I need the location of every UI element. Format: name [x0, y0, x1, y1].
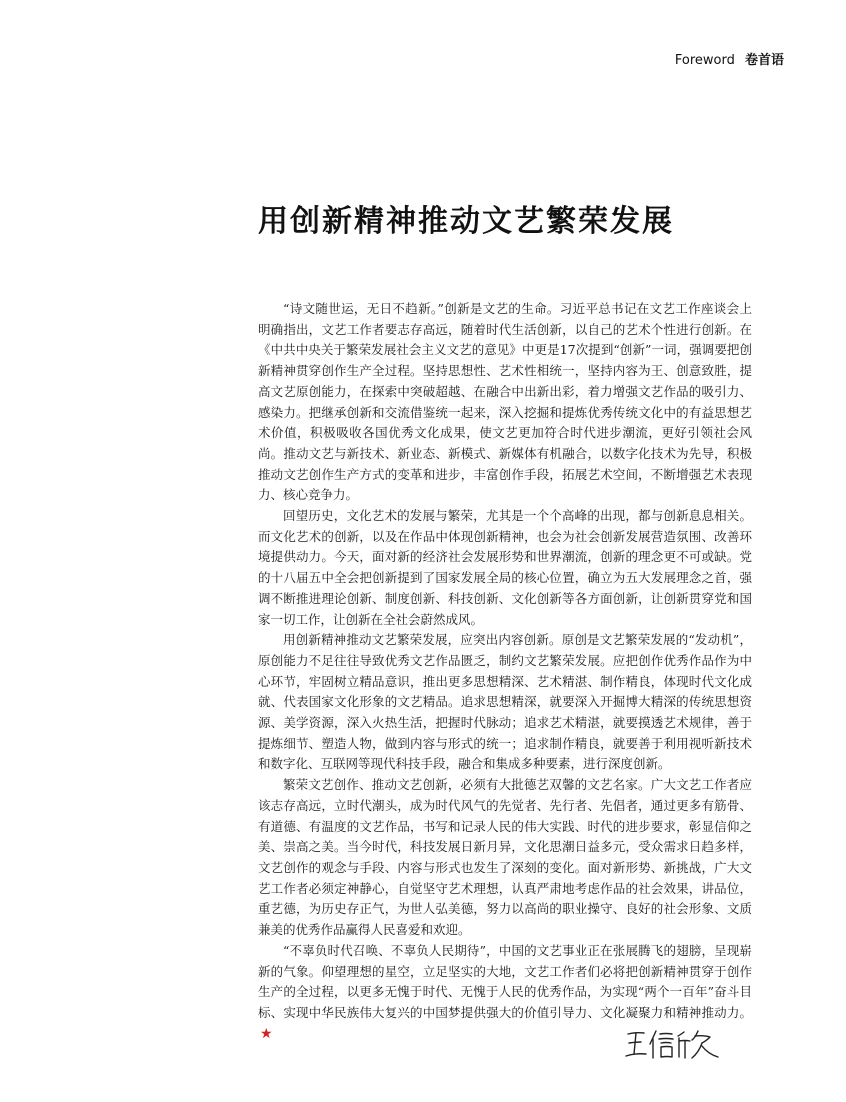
paragraph-text: “不辜负时代召唤、不辜负人民期待”，中国的文艺事业正在张展腾飞的翅膀，呈现崭新的气象。仰望理想的星空，立足坚实的大地，文艺工作者们必将把创新精神贯穿于创作生产的全过程，以更多无愧于时代、无愧于人民的优秀作品，为实现“两个一百年”奋斗目标、实现中华民族伟大复兴的中国梦提供强大的价值引导力、文化凝聚力和精神推动力。 [258, 942, 752, 1020]
page-header [675, 49, 784, 68]
paragraph: 回望历史，文化艺术的发展与繁荣，尤其是一个个高峰的出现，都与创新息息相关。而文化艺术的创新，以及在作品中体现创新精神，也会为社会创新发展营造氛围、改善环境提供动力。今天，面对新的经济社会发展形势和世界潮流，创新的理念更不可或缺。党的十八届五中全会把创新提到了国家发展全局的核心位置，确立为五大发展理念之首，强调不断推进理论创新、制度创新、科技创新、文化创新等各方面创新，让创新贯穿党和国家一切工作，让创新在全社会蔚然成风。 [258, 508, 752, 627]
paragraph: 用创新精神推动文艺繁荣发展，应突出内容创新。原创是文艺繁荣发展的“发动机”，原创能力不足往往导致优秀文艺作品匮乏，制约文艺繁荣发展。应把创作优秀作品作为中心环节，牢固树立精品意识，推出更多思想精深、艺术精湛、制作精良，体现时代文化成就、代表国家文化形象的文艺精品。追求思想精深，就要深入开掘博大精深的传统思想资源、美学资源，深入火热生活，把握时代脉动；追求艺术精湛，就要摸透艺术规律，善于提炼细节、塑造人物，做到内容与形式的统一；追求制作精良，就要善于利用视听新技术和数字化、互联网等现代科技手段，融合和集成多种要素，进行深度创新。 [258, 632, 752, 772]
paragraph: “诗文随世运，无日不趋新。”创新是文艺的生命。习近平总书记在文艺工作座谈会上明确指出，文艺工作者要志存高远，随着时代生活创新，以自己的艺术个性进行创新。在《中共中央关于繁荣发展社会主义文艺的意见》中更是17次提到“创新”一词，强调要把创新精神贯穿创作生产全过程。坚持思想性、艺术性相统一，坚持内容为王、创意致胜，提高文艺原创能力，在探索中突破超越、在融合中出新出彩，着力增强文艺作品的吸引力、感染力。把继承创新和交流借鉴统一起来，深入挖掘和提炼优秀传统文化中的有益思想艺术价值，积极吸收各国优秀文化成果，使文艺更加符合时代进步潮流，更好引领社会风尚。推动文艺与新技术、新业态、新模式、新媒体有机融合，以数字化技术为先导，积极推动文艺创作生产方式的变革和进步，丰富创作手段，拓展艺术空间，不断增强艺术表现力、核心竞争力。 [258, 301, 752, 503]
section-label-zh: 卷首语 [744, 53, 784, 68]
star-icon: ★ [260, 1025, 273, 1042]
signature-graphic [622, 1026, 734, 1062]
article-title: 用创新精神推动文艺繁荣发展 [258, 204, 674, 239]
handwritten-signature [622, 1026, 734, 1067]
article-body [258, 299, 752, 1044]
paragraph: 繁荣文艺创作、推动文艺创新，必须有大批德艺双馨的文艺名家。广大文艺工作者应该志存高远，立时代潮头，成为时代风气的先觉者、先行者、先倡者，通过更多有筋骨、有道德、有温度的文艺作品，书写和记录人民的伟大实践、时代的进步要求，彰显信仰之美、崇高之美。当今时代，科技发展日新月异，文化思潮日益多元，受众需求日趋多样，文艺创作的观念与手段、内容与形式也发生了深刻的变化。面对新形势、新挑战，广大文艺工作者必须定神静心，自觉坚守艺术理想，认真严肃地考虑作品的社会效果，讲品位，重艺德，为历史存正气，为世人弘美德，努力以高尚的职业操守、良好的社会形象、文质兼美的优秀作品赢得人民喜爱和欢迎。 [258, 777, 752, 938]
section-label-en: Foreword [674, 53, 735, 68]
